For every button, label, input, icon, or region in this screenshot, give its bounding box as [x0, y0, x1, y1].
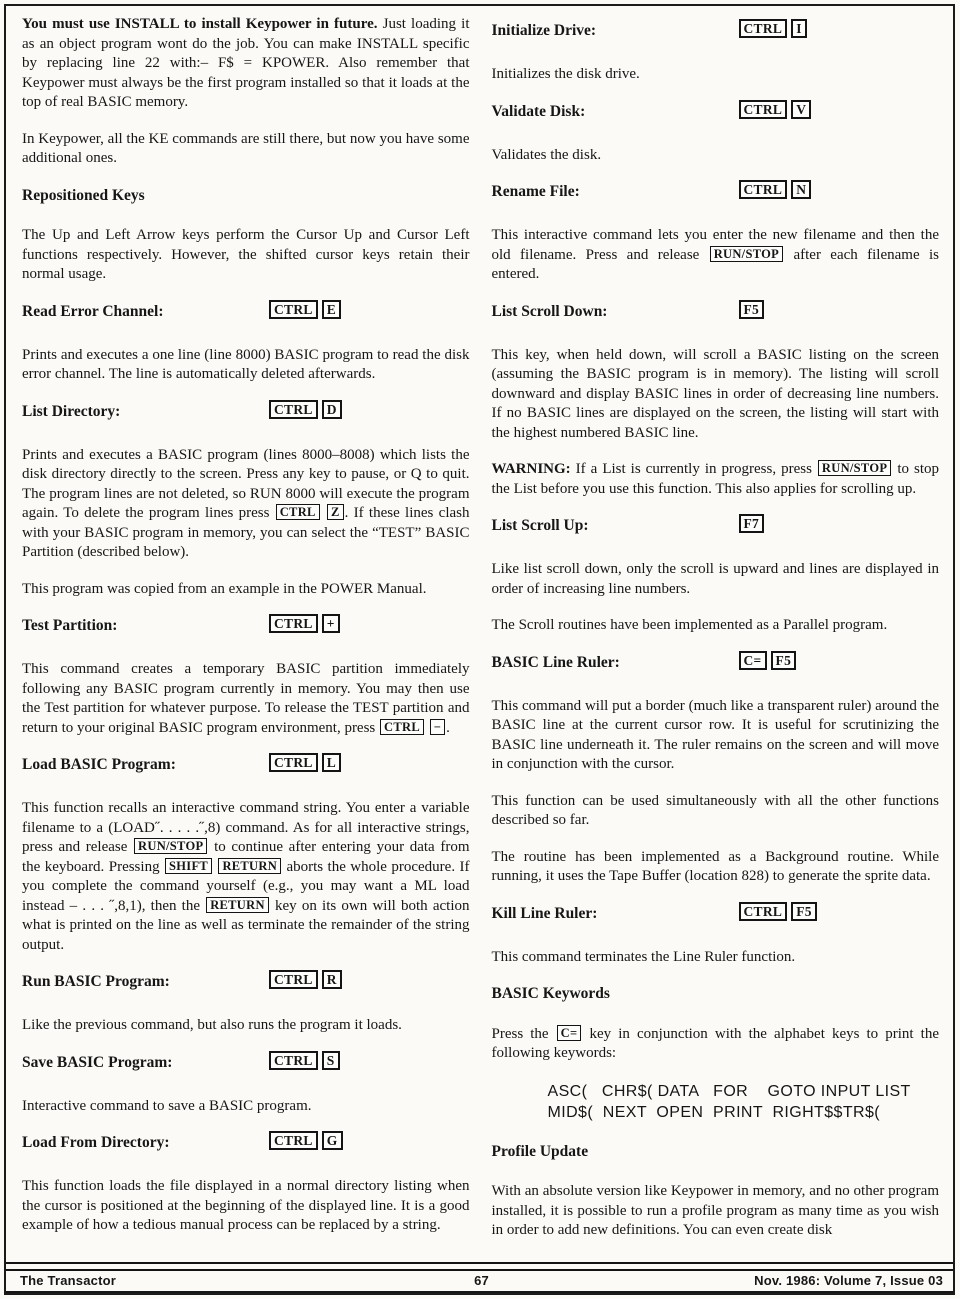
article-body	[6, 6, 953, 1262]
command-label: Load From Directory:	[22, 1134, 170, 1151]
paragraph: WARNING: If a List is currently in progress, press RUN/STOP to stop the List before you use this function. This also applies for scrolling up.	[491, 461, 939, 497]
paragraph: The Scroll routines have been implemented as a Parallel program.	[491, 617, 888, 633]
key-combo	[737, 20, 809, 41]
keycap: SHIFT	[165, 858, 212, 874]
key-combo	[267, 615, 342, 636]
paragraph: Like the previous command, but also runs the program it loads.	[22, 1017, 402, 1033]
keycap: F5	[771, 651, 797, 670]
keycap: CTRL	[739, 902, 788, 921]
key-combo	[737, 301, 767, 322]
command-label: Rename File:	[491, 183, 580, 200]
keycap: F5	[739, 300, 765, 319]
command-row	[492, 21, 940, 43]
key-combo	[737, 903, 819, 924]
keycap: CTRL	[380, 719, 424, 735]
keycap: F5	[791, 902, 817, 921]
paragraph: Interactive command to save a BASIC program.	[22, 1097, 312, 1114]
command-label: Run BASIC Program:	[22, 973, 170, 990]
keycap: CTRL	[739, 19, 788, 38]
section-heading: Profile Update	[491, 1142, 589, 1160]
key-combo	[267, 971, 344, 992]
footer-band	[6, 1269, 953, 1293]
keycap: E	[322, 300, 341, 319]
key-combo	[737, 652, 799, 673]
keycap: CTRL	[739, 100, 788, 119]
command-row	[492, 302, 940, 324]
paragraph: This command terminates the Line Ruler function.	[491, 948, 796, 965]
keycap: CTRL	[269, 300, 318, 319]
keycap: CTRL	[269, 1131, 318, 1150]
command-label: Test Partition:	[22, 617, 118, 634]
key-combo	[267, 754, 343, 775]
bold-text: You must use INSTALL to install Keypower in future.	[22, 16, 378, 32]
keycap: R	[322, 970, 342, 989]
paragraph: This function recalls an interactive command string. You enter a variable filename to a (LOAD˝. . . . .˝,8) command. As for all interactive strings, press and release RUN/STOP to continue after entering your data from the keyboard. Pressing SHIFT RETURN aborts the whole procedure. If you complete the command yourself (e.g., you may want a ML load instead – . . . ˝,8,1), then the RETURN key on its own will both action what is printed on the line as well as terminate the remainder of the string output.	[22, 800, 470, 953]
command-row	[492, 516, 940, 538]
command-row	[22, 1053, 470, 1075]
bold-text: WARNING:	[491, 461, 571, 477]
command-label: Save BASIC Program:	[22, 1053, 173, 1071]
page-footer	[6, 1262, 953, 1293]
keycap: CTRL	[269, 753, 318, 772]
footer-magazine-title: The Transactor	[20, 1273, 116, 1288]
paragraph: This command will put a border (much like a transparent ruler) around the BASIC line at the current cursor row. It is useful for scrutinizing the BASIC line underneath it. The ruler remains on the screen and will move in conjunction with the cursor.	[491, 697, 939, 772]
key-combo	[267, 301, 343, 322]
paragraph: Validates the disk.	[491, 146, 602, 163]
keycap: +	[322, 614, 340, 633]
command-label: Kill Line Ruler:	[491, 904, 598, 922]
paragraph: Prints and executes a one line (line 8000) BASIC program to read the disk error channel. The line is automatically deleted afterwards.	[22, 346, 470, 382]
keycap: CTRL	[276, 504, 320, 520]
command-row	[22, 302, 470, 324]
command-label: List Scroll Down:	[491, 302, 608, 320]
key-combo	[737, 101, 814, 122]
command-label: Validate Disk:	[491, 102, 586, 120]
footer-issue-info: Nov. 1986: Volume 7, Issue 03	[754, 1273, 944, 1288]
key-combo	[737, 515, 767, 536]
paragraph: You must use INSTALL to install Keypower in future. Just loading it as an object program wont do the job. You can make INSTALL specific by replacing line 22 with:– F$ = KPOWER. Also remember that Keypower must always be the first program installed so that it loads at the top of real BASIC memory.	[22, 16, 470, 110]
paragraph: This function can be used simultaneously with all the other functions described so far.	[491, 792, 939, 828]
keyword-line: MID$( NEXT OPEN PRINT RIGHT$$TR$(	[547, 1103, 880, 1121]
paragraph: This key, when held down, will scroll a BASIC listing on the screen (assuming the BASIC program is in memory). The listing will scroll downward and display BASIC lines in order of decreasing line numbers. If no BASIC lines are displayed on the screen, the listing will start with the highest numbered BASIC line.	[491, 346, 939, 441]
keycap: V	[791, 100, 811, 119]
keycap: C=	[557, 1025, 582, 1041]
section-heading: Repositioned Keys	[22, 186, 145, 204]
command-row	[492, 904, 940, 926]
keycap: Z	[327, 504, 344, 520]
keyword-list	[492, 1081, 940, 1123]
keycap: CTRL	[269, 970, 318, 989]
command-label: List Scroll Up:	[491, 517, 589, 534]
keycap: I	[791, 19, 807, 38]
paragraph: With an absolute version like Keypower in memory, and no other program installed, it is possible to run a profile program as many time as you wish in order to add new definitions. You can even create disk	[491, 1183, 939, 1238]
section-heading: BASIC Keywords	[491, 985, 610, 1002]
command-row	[492, 102, 940, 124]
command-row	[492, 182, 940, 204]
keycap: F7	[739, 514, 765, 533]
paragraph: The Up and Left Arrow keys perform the Cursor Up and Cursor Left functions respectively. However, the shifted cursor keys retain their normal usage.	[22, 227, 470, 282]
keycap: RUN/STOP	[710, 246, 783, 262]
command-row	[22, 1133, 470, 1155]
paragraph: In Keypower, all the KE commands are still there, but now you have some additional ones.	[22, 130, 470, 166]
keycap: CTRL	[739, 180, 788, 199]
command-row	[492, 653, 940, 675]
keycap: G	[322, 1131, 343, 1150]
keycap: S	[322, 1051, 340, 1070]
paragraph: This command creates a temporary BASIC partition immediately following any BASIC program currently in memory. You may then use the Test partition for whatever purpose. To release the TEST partition and return to your original BASIC program environment, press CTRL − .	[22, 661, 470, 736]
left-column	[22, 15, 470, 1262]
keycap: RUN/STOP	[818, 460, 891, 476]
paragraph: Prints and executes a BASIC program (lines 8000–8008) which lists the disk directory directly to the screen. Press any key to pause, or Q to quit. The program lines are not deleted, so RUN 8000 will execute the program again. To delete the program lines press CTRL Z . If these lines clash with your BASIC program in memory, you can select the “TEST” BASIC Partition (described below).	[22, 446, 470, 560]
command-row	[22, 616, 470, 638]
key-combo	[267, 401, 344, 422]
keycap: CTRL	[269, 614, 318, 633]
page-border-frame	[4, 4, 955, 1295]
paragraph: This interactive command lets you enter the new filename and then the old filename. Press and release RUN/STOP after each filename is entered.	[491, 227, 939, 282]
paragraph: Initializes the disk drive.	[491, 66, 640, 82]
key-combo	[737, 181, 814, 202]
key-combo	[267, 1052, 342, 1073]
keycap: CTRL	[269, 1051, 318, 1070]
command-row	[22, 755, 470, 777]
command-label: Read Error Channel:	[22, 302, 164, 320]
keycap: L	[322, 753, 341, 772]
key-combo	[267, 1132, 345, 1153]
command-label: Initialize Drive:	[491, 22, 597, 39]
keycap: RUN/STOP	[134, 838, 207, 854]
keyword-line: ASC( CHR$( DATA FOR GOTO INPUT LIST	[547, 1082, 911, 1100]
keycap: CTRL	[269, 400, 318, 419]
command-row	[22, 402, 470, 424]
command-label: Load BASIC Program:	[22, 756, 176, 773]
paragraph: Press the C= key in conjunction with the alphabet keys to print the following keywords:	[491, 1025, 940, 1061]
keycap: RETURN	[218, 858, 281, 874]
keycap: D	[322, 400, 342, 419]
keycap: N	[791, 180, 811, 199]
command-label: BASIC Line Ruler:	[491, 653, 620, 671]
paragraph: This program was copied from an example in the POWER Manual.	[22, 580, 427, 597]
paragraph: The routine has been implemented as a Background routine. While running, it uses the Tape Buffer (location 828) to generate the sprite data.	[491, 848, 939, 884]
keycap: RETURN	[206, 897, 269, 913]
keycap: C=	[739, 651, 767, 670]
footer-page-number: 67	[474, 1273, 489, 1288]
paragraph: This function loads the file displayed in a normal directory listing when the cursor is positioned at the beginning of the displayed line. It is a good example of how a tedious manual process can be replaced by a string.	[22, 1178, 470, 1233]
paragraph: Like list scroll down, only the scroll is upward and lines are displayed in order of increasing line numbers.	[491, 561, 939, 597]
command-row	[22, 972, 470, 994]
right-column	[492, 15, 940, 1262]
command-label: List Directory:	[22, 402, 121, 420]
keycap: −	[430, 719, 445, 735]
